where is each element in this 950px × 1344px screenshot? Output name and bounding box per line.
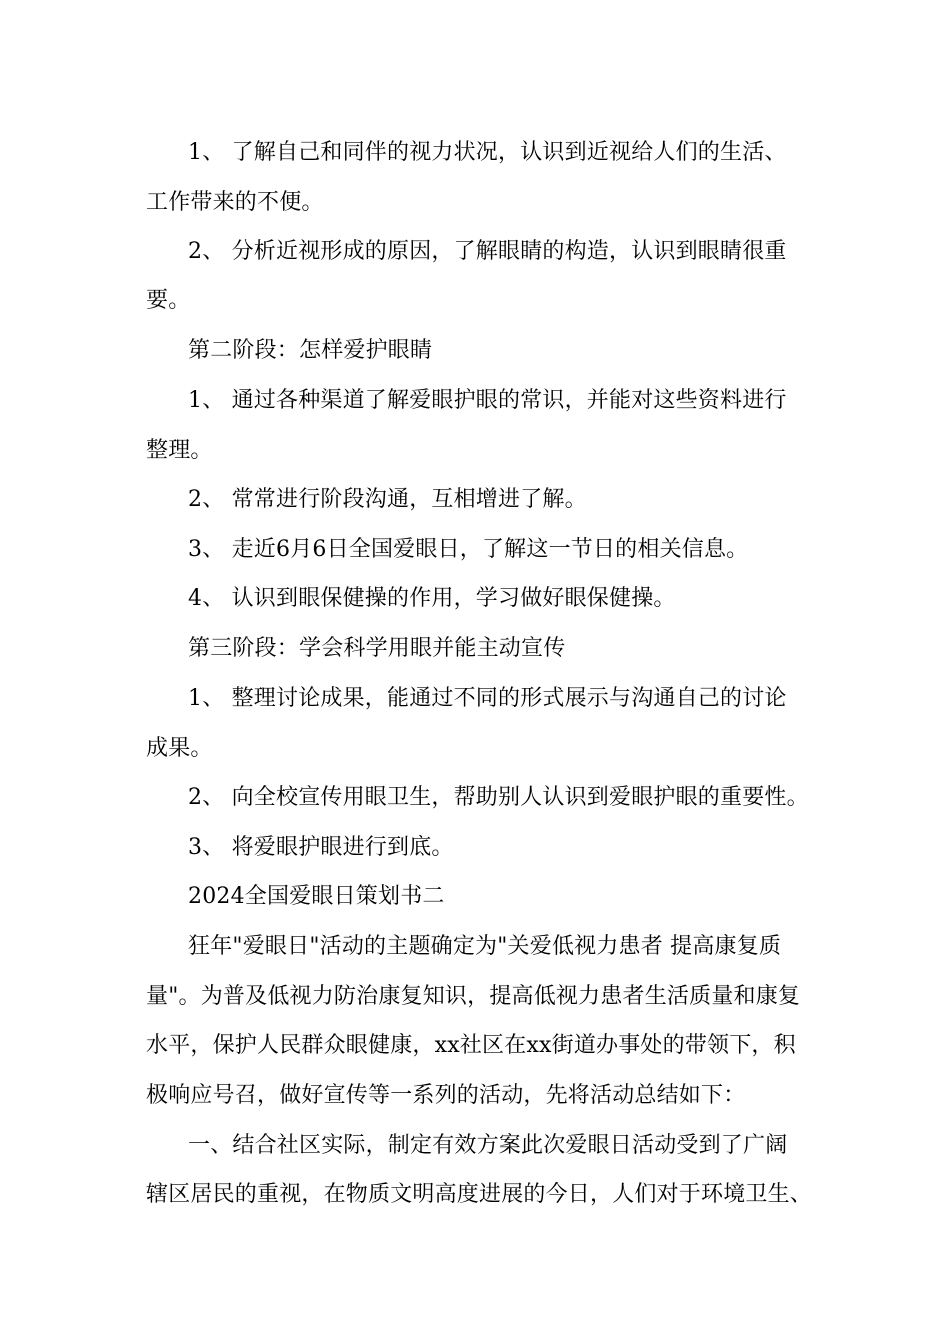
text-line: 要。 (146, 288, 191, 313)
section-heading: 第三阶段：学会科学用眼并能主动宣传 (188, 636, 566, 661)
text-line: 1、 通过各种渠道了解爱眼护眼的常识，并能对这些资料进行 (188, 388, 787, 413)
document-title: 2024全国爱眼日策划书二 (188, 884, 445, 909)
text-line: 1、 整理讨论成果，能通过不同的形式展示与沟通自己的讨论 (188, 686, 787, 711)
text-line: 4、 认识到眼保健操的作用，学习做好眼保健操。 (188, 586, 676, 611)
text-line: 辖区居民的重视，在物质文明高度进展的今日，人们对于环境卫生、 (146, 1182, 813, 1207)
section-heading: 第二阶段：怎样爱护眼睛 (188, 338, 433, 363)
text-line: 2、 常常进行阶段沟通，互相增进了解。 (188, 487, 587, 512)
text-line: 狂年"爱眼日"活动的主题确定为"关爱低视力患者 提高康复质 (188, 934, 782, 959)
text-line: 3、 走近6月6日全国爱眼日，了解这一节日的相关信息。 (188, 537, 749, 562)
text-line: 极响应号召，做好宣传等一系列的活动，先将活动总结如下： (146, 1083, 746, 1108)
text-line: 整理。 (146, 438, 213, 463)
text-line: 1、 了解自己和同伴的视力状况，认识到近视给人们的生活、 (188, 140, 787, 165)
text-line: 成果。 (146, 736, 213, 761)
text-line: 3、 将爱眼护眼进行到底。 (188, 835, 454, 860)
text-line: 2、 分析近视形成的原因，了解眼睛的构造，认识到眼睛很重 (188, 239, 787, 264)
text-line: 2、 向全校宣传用眼卫生，帮助别人认识到爱眼护眼的重要性。 (188, 785, 809, 810)
text-line: 一、结合社区实际，制定有效方案此次爱眼日活动受到了广阔 (188, 1133, 788, 1158)
text-line: 工作带来的不便。 (146, 190, 324, 215)
text-line: 量"。为普及低视力防治康复知识，提高低视力患者生活质量和康复 (146, 984, 801, 1009)
text-line: 水平，保护人民群众眼健康，xx社区在xx街道办事处的带领下，积 (146, 1033, 796, 1058)
